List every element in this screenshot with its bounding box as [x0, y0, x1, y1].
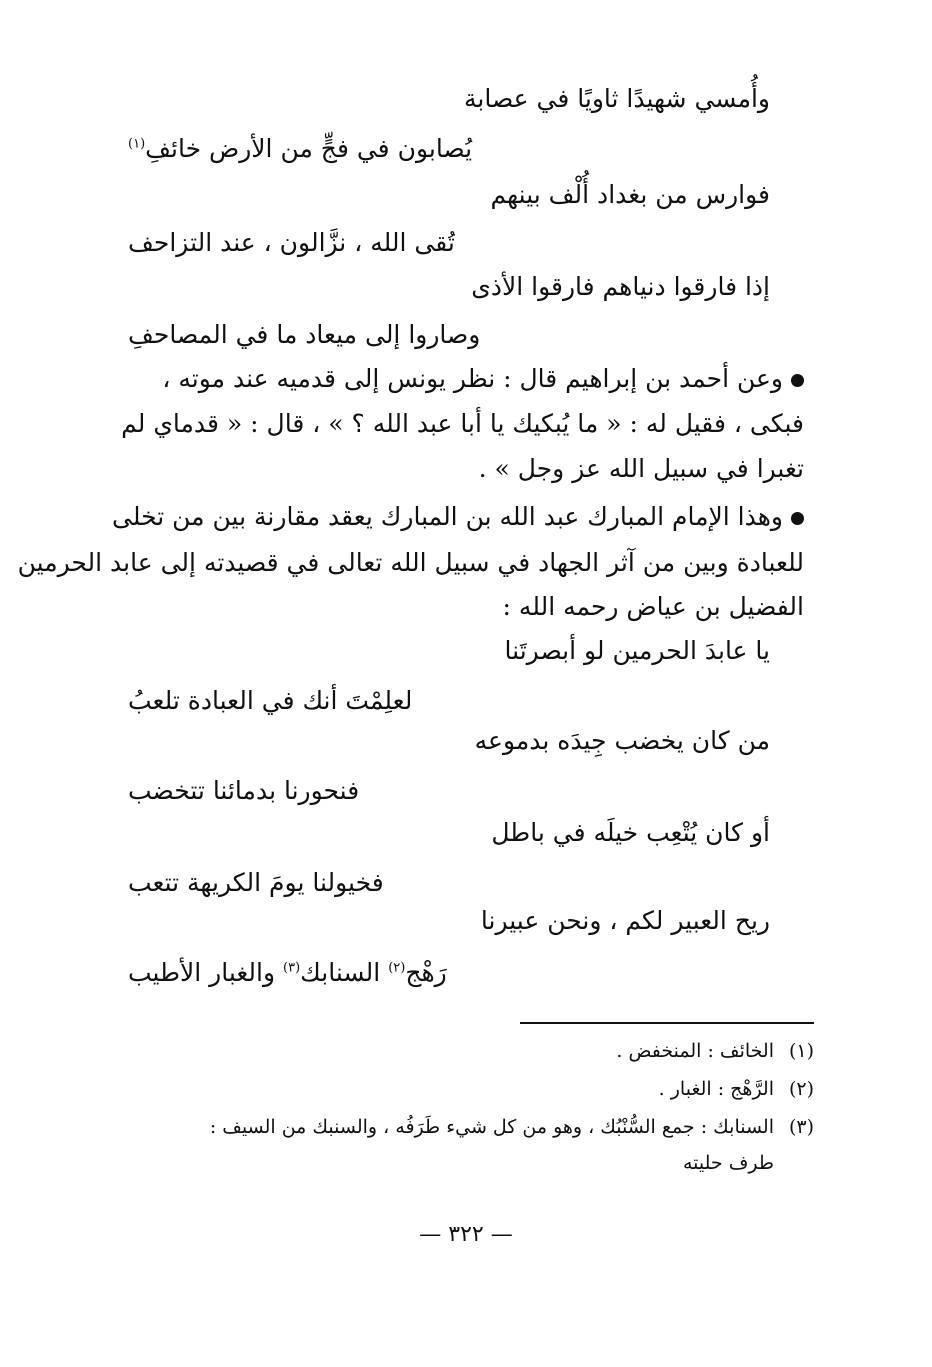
footnote-text: الرَّهْج : الغبار .: [658, 1078, 774, 1100]
para2-line-1: [112, 500, 804, 534]
poem1-line-3: فوارس من بغداد أُلْف بينهم: [490, 180, 770, 209]
poem2-line-3: من كان يخضب جِيدَه بدموعه: [474, 726, 770, 755]
footnote-1: [616, 1036, 814, 1066]
footnote-divider: [520, 1022, 814, 1024]
bullet-icon: [791, 512, 804, 525]
footnote-text: طرف حليته: [682, 1152, 774, 1174]
bullet-icon: [791, 374, 804, 387]
footnote-3-continued: [683, 1148, 814, 1178]
para2-line-2: للعبادة وبين من آثر الجهاد في سبيل الله تعالى في قصيدته إلى عابد الحرمين: [17, 548, 804, 577]
para1-line-1-text: وعن أحمد بن إبراهيم قال : نظر يونس إلى قدميه عند موته ،: [162, 364, 783, 393]
poem2-line-1: يا عابدَ الحرمين لو أبصرتَنا: [504, 636, 770, 665]
poem1-line-6: وصاروا إلى ميعاد ما في المصاحفِ: [128, 320, 481, 349]
footnote-ref-1: (١): [128, 136, 146, 152]
footnote-ref-2: (٢): [388, 960, 406, 976]
poem1-line-2-text: يُصابون في فجٍّ من الأرض خائفِ: [145, 134, 473, 163]
para2-line-3: الفضيل بن عياض رحمه الله :: [502, 592, 804, 621]
poem2-line-4: فنحورنا بدمائنا تتخضب: [128, 776, 360, 805]
para2-line-1-text: وهذا الإمام المبارك عبد الله بن المبارك يعقد مقارنة بين من تخلى: [112, 502, 783, 531]
para1-line-3: تغبرا في سبيل الله عز وجل » .: [478, 454, 804, 483]
poem1-line-5: إذا فارقوا دنياهم فارقوا الأذى: [471, 272, 770, 301]
poem2-line-8: [128, 956, 447, 990]
footnote-number: (٢): [788, 1078, 814, 1100]
footnote-ref-3: (٣): [283, 960, 301, 976]
footnote-text: الخائف : المنخفض .: [616, 1040, 774, 1062]
page-number: — ٣٢٢ —: [419, 1222, 513, 1247]
poem1-line-1: وأُمسي شهيدًا ثاويًا في عصابة: [463, 84, 770, 113]
poem2-line-6: فخيولنا يومَ الكريهة تتعب: [128, 868, 384, 897]
footnote-2: [659, 1074, 814, 1104]
poem2-line-8-part-b: السنابك: [300, 958, 389, 987]
poem2-line-8-part-c: والغبار الأطيب: [128, 958, 284, 987]
para1-line-2: فبكى ، فقيل له : « ما يُبكيك يا أبا عبد الله ؟ » ، قال : « قدماي لم: [121, 409, 804, 438]
poem2-line-7: ريح العبير لكم ، ونحن عبيرنا: [480, 906, 770, 935]
footnote-3: [210, 1112, 814, 1142]
para1-line-1: [128, 362, 804, 396]
poem1-line-4: تُقى الله ، نزَّالون ، عند التزاحف: [128, 228, 455, 257]
poem1-line-2: [128, 132, 472, 166]
footnote-number: (١): [788, 1040, 814, 1062]
footnote-number: (٣): [788, 1116, 814, 1138]
poem2-line-2: لعلِمْتَ أنك في العبادة تلعبُ: [128, 686, 413, 715]
poem2-line-5: أو كان يُتْعِب خيلَه في باطل: [491, 818, 770, 847]
poem2-line-8-part-a: رَهْج: [405, 958, 447, 987]
footnote-text: السنابك : جمع السُّنْبُك ، وهو من كل شيء طَرَفُه ، والسنبك من السيف :: [209, 1116, 774, 1138]
